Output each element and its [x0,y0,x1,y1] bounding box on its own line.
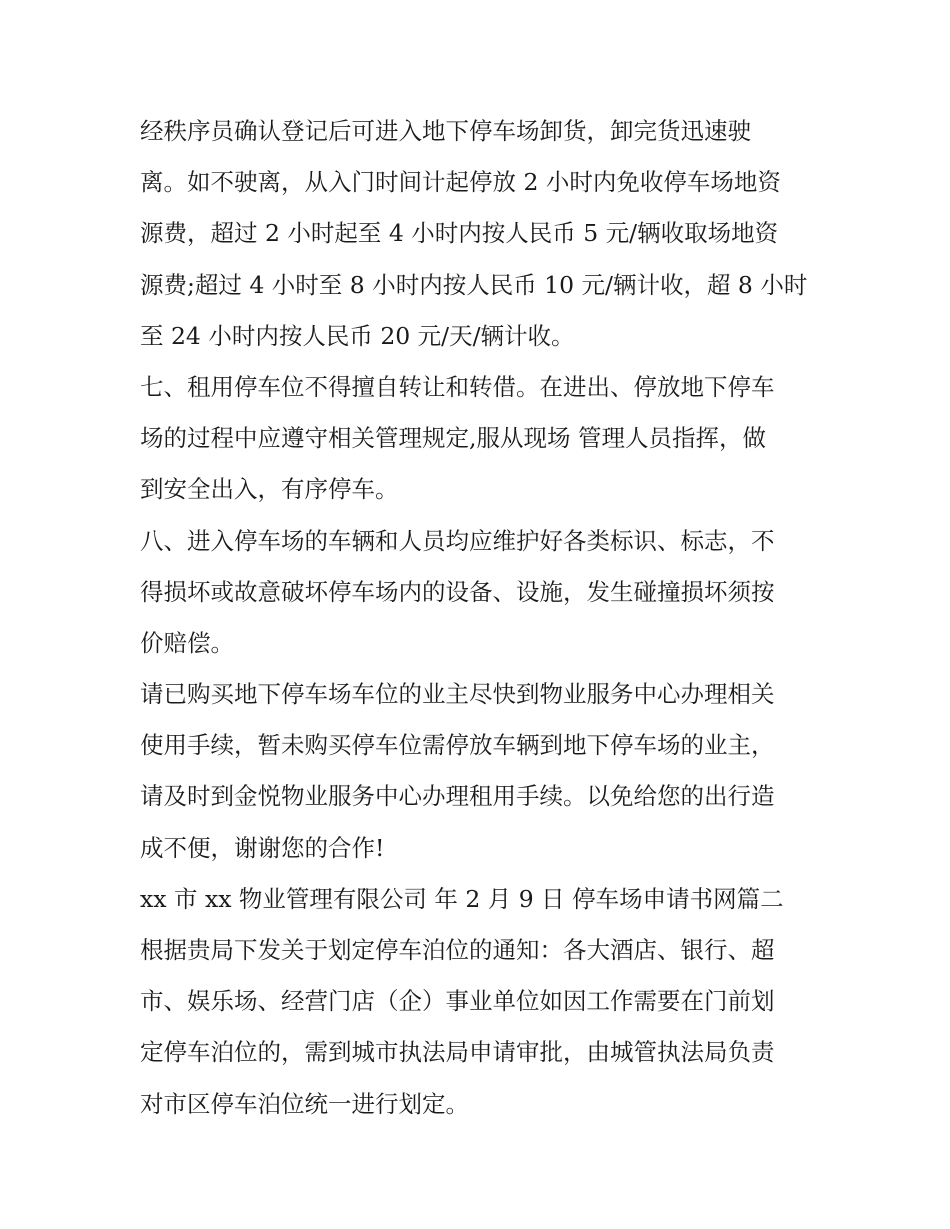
text-line: 至 24 小时内按人民币 20 元/天/辆计收。 [140,321,575,350]
text-line: 对市区停车泊位统一进行划定。 [140,1089,469,1118]
text-line: 请已购买地下停车场车位的业主尽快到物业服务中心办理相关 [140,680,775,709]
text-line: 成不便，谢谢您的合作! [140,833,385,862]
text-line: 市、娱乐场、经营门店（企）事业单位如因工作需要在门前划 [140,987,775,1016]
text-line: 请及时到金悦物业服务中心办理租用手续。以免给您的出行造 [140,782,775,811]
text-line: 离。如不驶离，从入门时间计起停放 2 小时内免收停车场地资 [140,168,781,197]
text-line: 经秩序员确认登记后可进入地下停车场卸货，卸完货迅速驶 [140,117,751,145]
text-line: 八、进入停车场的车辆和人员均应维护好各类标识、标志，不 [140,526,775,555]
text-line: 七、租用停车位不得擅自转让和转借。在进出、停放地下停车 [140,372,775,401]
text-line: 源费;超过 4 小时至 8 小时内按人民币 10 元/辆计收，超 8 小时 [140,270,808,299]
text-line: 价赔偿。 [140,628,234,657]
text-line: 使用手续，暂未购买停车位需停放车辆到地下停车场的业主， [140,731,775,760]
text-line: 到安全出入，有序停车。 [140,475,399,504]
text-line: 场的过程中应遵守相关管理规定,服从现场 管理人员指挥，做 [140,424,766,453]
text-line: 源费，超过 2 小时起至 4 小时内按人民币 5 元/辆收取场地资 [140,219,779,248]
document-body [140,106,820,1130]
text-line: 得损坏或故意破坏停车场内的设备、设施，发生碰撞损坏须按 [140,577,775,606]
text-line: 根据贵局下发关于划定停车泊位的通知：各大酒店、银行、超 [140,936,775,964]
text-line: xx 市 xx 物业管理有限公司 年 2 月 9 日 停车场申请书网篇二 [140,884,784,913]
text-line: 定停车泊位的，需到城市执法局申请审批，由城管执法局负责 [140,1038,775,1067]
